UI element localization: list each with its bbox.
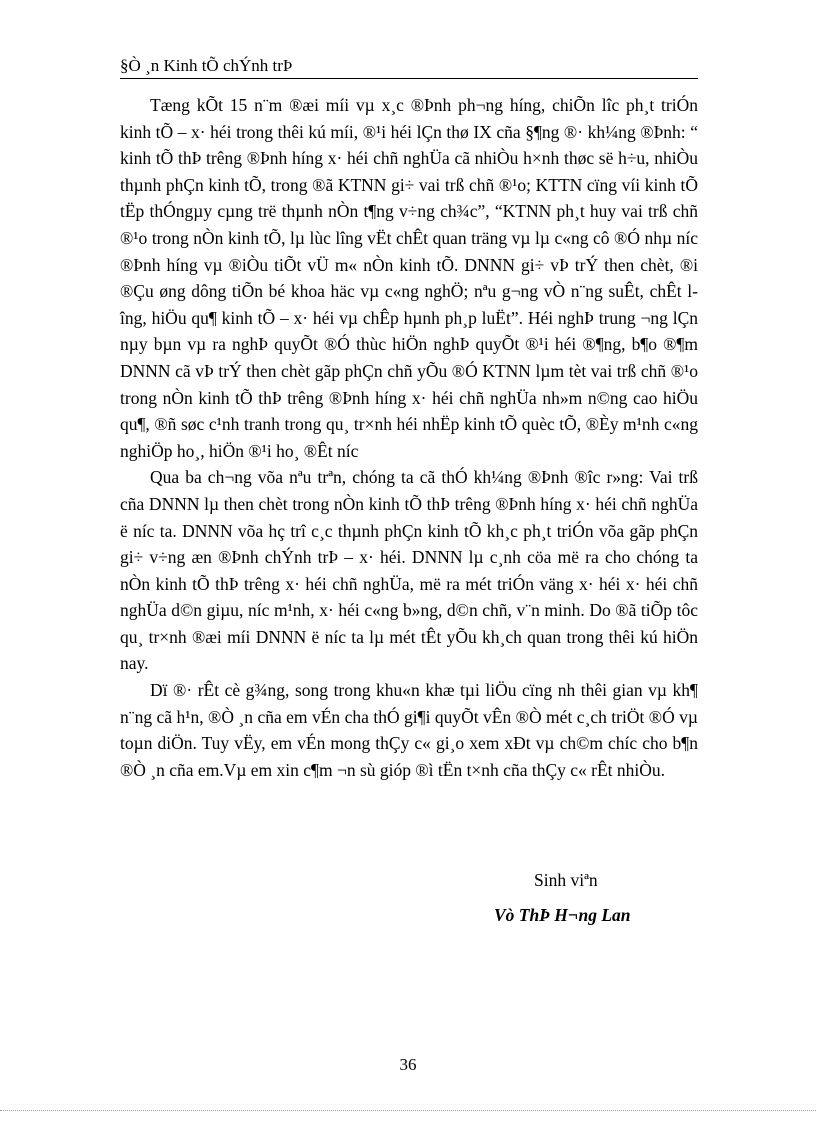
paragraph-conclusion: Qua ba ch¬ng võa nªu trªn, chóng ta cã thÓ kh¼ng ®Þnh ®îc r»ng: Vai trß cña DNNN lµ then chèt trong nÒn kinh tÕ thÞ trêng ®Þnh híng x· héi chñ nghÜa ë níc ta. DNNN võa hç trî c¸c thµnh phÇn kinh tÕ kh¸c ph¸t triÓn võa gãp phÇn gi÷ v÷ng æn ®Þnh chÝnh trÞ – x· héi. DNNN lµ c¸nh cöa më ra cho chóng ta nÒn kinh tÕ thÞ trêng x· héi chñ nghÜa, më ra mét triÓn väng x· héi x· héi chñ nghÜa d©n giµu, níc m¹nh, x· héi c«ng b»ng, d©n chñ, v¨n minh. Do ®ã tiÕp tôc qu¸ tr×nh ®æi míi DNNN ë níc ta lµ mét tÊt yÕu kh¸ch quan trong thêi kú hiÖn nay. — [120, 467, 698, 674]
document-body — [120, 92, 698, 783]
paragraph-acknowledgement: Dï ®· rÊt cè g¾ng, song trong khu«n khæ tµi liÖu cïng nh thêi gian vµ kh¶ n¨ng cã h¹n, ®Ò ¸n cña em vÉn cha thÓ gi¶i quyÕt vÊn ®Ò mét c¸ch triÖt ®Ó vµ toµn diÖn. Tuy vËy, em vÉn mong thÇy c« gi¸o xem xÐt vµ ch©m chíc cho b¶n ®Ò ¸n cña em.Vµ em xin c¶m ¬n sù gióp ®ì tËn t×nh cña thÇy c« rÊt nhiÒu. — [120, 680, 698, 780]
page-bottom-divider — [0, 1110, 816, 1111]
page-number: 36 — [399, 1055, 417, 1074]
signature-role: Sinh viªn — [534, 870, 598, 890]
paragraph-summary: Tæng kÕt 15 n¨m ®æi míi vµ x¸c ®Þnh ph¬ng híng, chiÕn lîc ph¸t triÓn kinh tÕ – x· héi trong thêi kú míi, ®¹i héi lÇn thø IX cña §¶ng ®· kh¼ng ®Þnh: “ kinh tÕ thÞ trêng ®Þnh híng x· héi chñ nghÜa cã nhiÒu h×nh thøc së h÷u, nhiÒu thµnh phÇn kinh tÕ, trong ®ã KTNN gi÷ vai trß chñ ®¹o; KTTN cïng víi kinh tÕ tËp thÓngµy cµng trë thµnh nÒn t¶ng v÷ng ch¾c”, “KTNN ph¸t huy vai trß chñ ®¹o trong nÒn kinh tÕ, lµ lùc lîng vËt chÊt quan träng vµ lµ c«ng cô ®Ó nhµ níc ®Þnh híng vµ ®iÒu tiÕt vÜ m« nÒn kinh tÕ. DNNN gi÷ vÞ trÝ then chèt, ®i ®Çu øng dông tiÕn bé khoa häc vµ c«ng nghÖ; nªu g¬ng vÒ n¨ng suÊt, chÊt lîng, hiÖu qu¶ kinh tÕ – x· héi vµ chÊp hµnh ph¸p luËt”. Héi nghÞ trung ¬ng lÇn nµy bµn vµ ra nghÞ quyÕt ®Ó thùc hiÖn nghÞ quyÕt ®¹i héi ®¶ng, b¶o ®¶m DNNN cã vÞ trÝ then chèt gãp phÇn chñ yÕu ®Ó KTNN lµm tèt vai trß chñ ®¹o trong nÒn kinh tÕ thÞ trêng ®Þnh híng x· héi chñ nghÜa nh»m n©ng cao hiÖu qu¶, ®ñ søc c¹nh tranh trong qu¸ tr×nh héi nhËp kinh tÕ quèc tÕ, ®Èy m¹nh c«ng nghiÖp ho¸, hiÖn ®¹i ho¸ ®Êt níc — [120, 95, 698, 461]
header-title: §Ò ¸n Kinh tÕ chÝnh trÞ — [120, 56, 293, 75]
signature-name: Vò ThÞ H¬ng Lan — [494, 905, 631, 925]
page-header — [120, 54, 698, 79]
